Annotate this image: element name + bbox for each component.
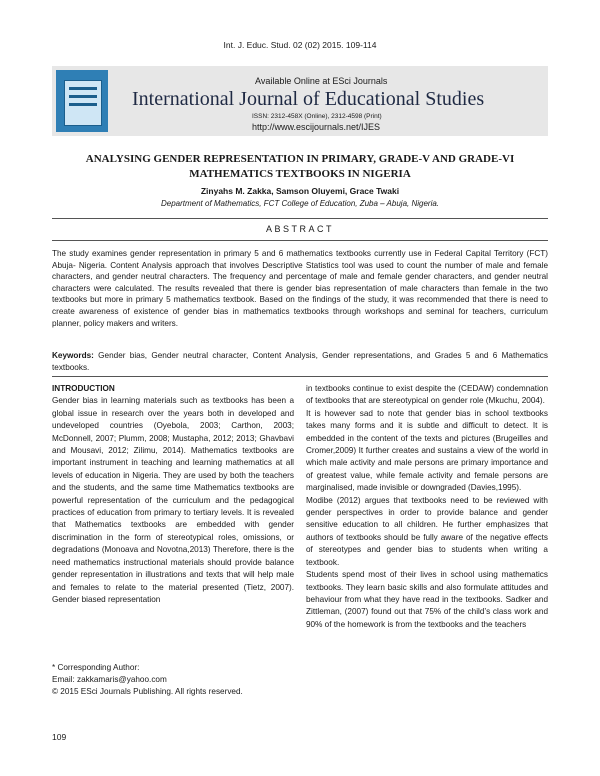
keywords-label: Keywords: [52,351,94,360]
abstract-text: The study examines gender representation in primary 5 and 6 mathematics textbooks currently use in Federal Capital Territory (FCT) Abuja- Nigeria. Content Analysis approach that involves Descriptive Statistics tool was used to count the number of male and female characters, and gender neutral characters. The frequency and percentage of male and female gender characters, and gender neutral characters were calculated. The results revealed that there is gender bias representation of male characters than female in the two textbooks but more in primary 5 mathematics textbook. Based on the findings of the study, it was recommended that there is need to create awareness of existence of gender bias in mathematics textbooks through workshops and seminal for teachers, curriculum planner, policy makers and writers. [52,249,548,328]
running-head: Int. J. Educ. Stud. 02 (02) 2015. 109-114 [223,40,377,50]
intro-right-column [306,383,548,631]
intro-right-paragraph-4: Students spend most of their lives in school using mathematics textbooks. They learn basic skills and also formulate attitudes and behaviour from what they have read in the textbooks. Sadker and Zittleman, (2007) found out that 75% of the child’s class work and 90% of the homework is from the textbooks and the teachers [306,570,548,629]
journal-url[interactable]: http://www.escijournals.net/IJES [252,122,381,132]
intro-right-paragraph-3: Modibe (2012) argues that textbooks need to be reviewed with gender perspectives in order to provide balance and gender sensitive education to all children. He further emphasizes that authors of textbooks should be fully aware of the negative effects of stereotypes and gender bias to students when writing a textbook. [306,495,548,567]
page-number: 109 [52,732,67,742]
available-online: Available Online at ESci Journals [255,76,388,86]
intro-left-column [52,383,294,606]
divider [52,376,548,377]
affiliation: Department of Mathematics, FCT College of Education, Zuba – Abuja, Nigeria. [160,199,440,208]
intro-left-paragraph: Gender bias in learning materials such as textbooks has been a global issue in research over the years both in developed and undeveloped countries (Oyebola, 2003; Carthon, 2003; McDonnell, 2007; Plumm, 2008; Mustapha, 2012; 2013; Ghavbavi and Mousavi, 2012; Zilimu, 2014). Mathematics textbooks are important instrument in teaching and learning mathematics at all levels of education in Nigeria. They are used by both the teachers and the students, and the same time Mathematics textbooks are powerful representation of the curriculum and the pedagogical practices of education from primary to tertiary levels. It is revealed that Mathematics textbooks are embedded with gender discrimination in the form of stereotypical roles, omissions, or degradations (Monoava and Novotna,2013) Therefore, there is the need mathematics instructional materials should provide balance gender representation in illustrations and texts that will help male and females to relate to the material presented (Tietz, 2007). Gender biased representation [52,396,294,604]
footnote [52,662,294,698]
copyright: © 2015 ESci Journals Publishing. All rights reserved. [52,687,243,696]
authors: Zinyahs M. Zakka, Samson Oluyemi, Grace Twaki [200,186,400,196]
article-title-line2: MATHEMATICS TEXTBOOKS IN NIGERIA [189,168,411,180]
abstract-heading: ABSTRACT [265,224,334,234]
keywords-text: Gender bias, Gender neutral character, Content Analysis, Gender representations, and Grades 5 and 6 Mathematics textbooks. [52,351,548,372]
journal-title: International Journal of Educational Studies [132,88,485,110]
journal-cover-icon [56,70,108,132]
intro-heading: INTRODUCTION [52,384,115,393]
keywords [52,350,548,373]
intro-right-paragraph-2: It is however sad to note that gender bias in school textbooks takes many forms and it is subtle and difficult to detect. It is embedded in the content of the texts and pictures (Brugeilles and Cromer,2009) It further creates and sustains a view of the world in which male activity and male persons are primary importance and of greatest value, while female activity and female persons are marginalised, made invisible or downgraded (Davies,1995). [306,408,548,493]
divider [52,240,548,241]
corresponding-email: Email: zakkamaris@yahoo.com [52,675,167,684]
intro-right-paragraph-1: in textbooks continue to exist despite the (CEDAW) condemnation of textbooks that are stereotypical on gender role (Mkuchu, 2004). [306,384,548,406]
divider [52,218,548,219]
corresponding-author: * Corresponding Author: [52,663,140,672]
article-title-line1: ANALYSING GENDER REPRESENTATION IN PRIMARY, GRADE-V AND GRADE-VI [85,153,515,165]
article-title [40,152,560,182]
journal-issn: ISSN: 2312-458X (Online), 2312-4598 (Print) [252,113,382,120]
